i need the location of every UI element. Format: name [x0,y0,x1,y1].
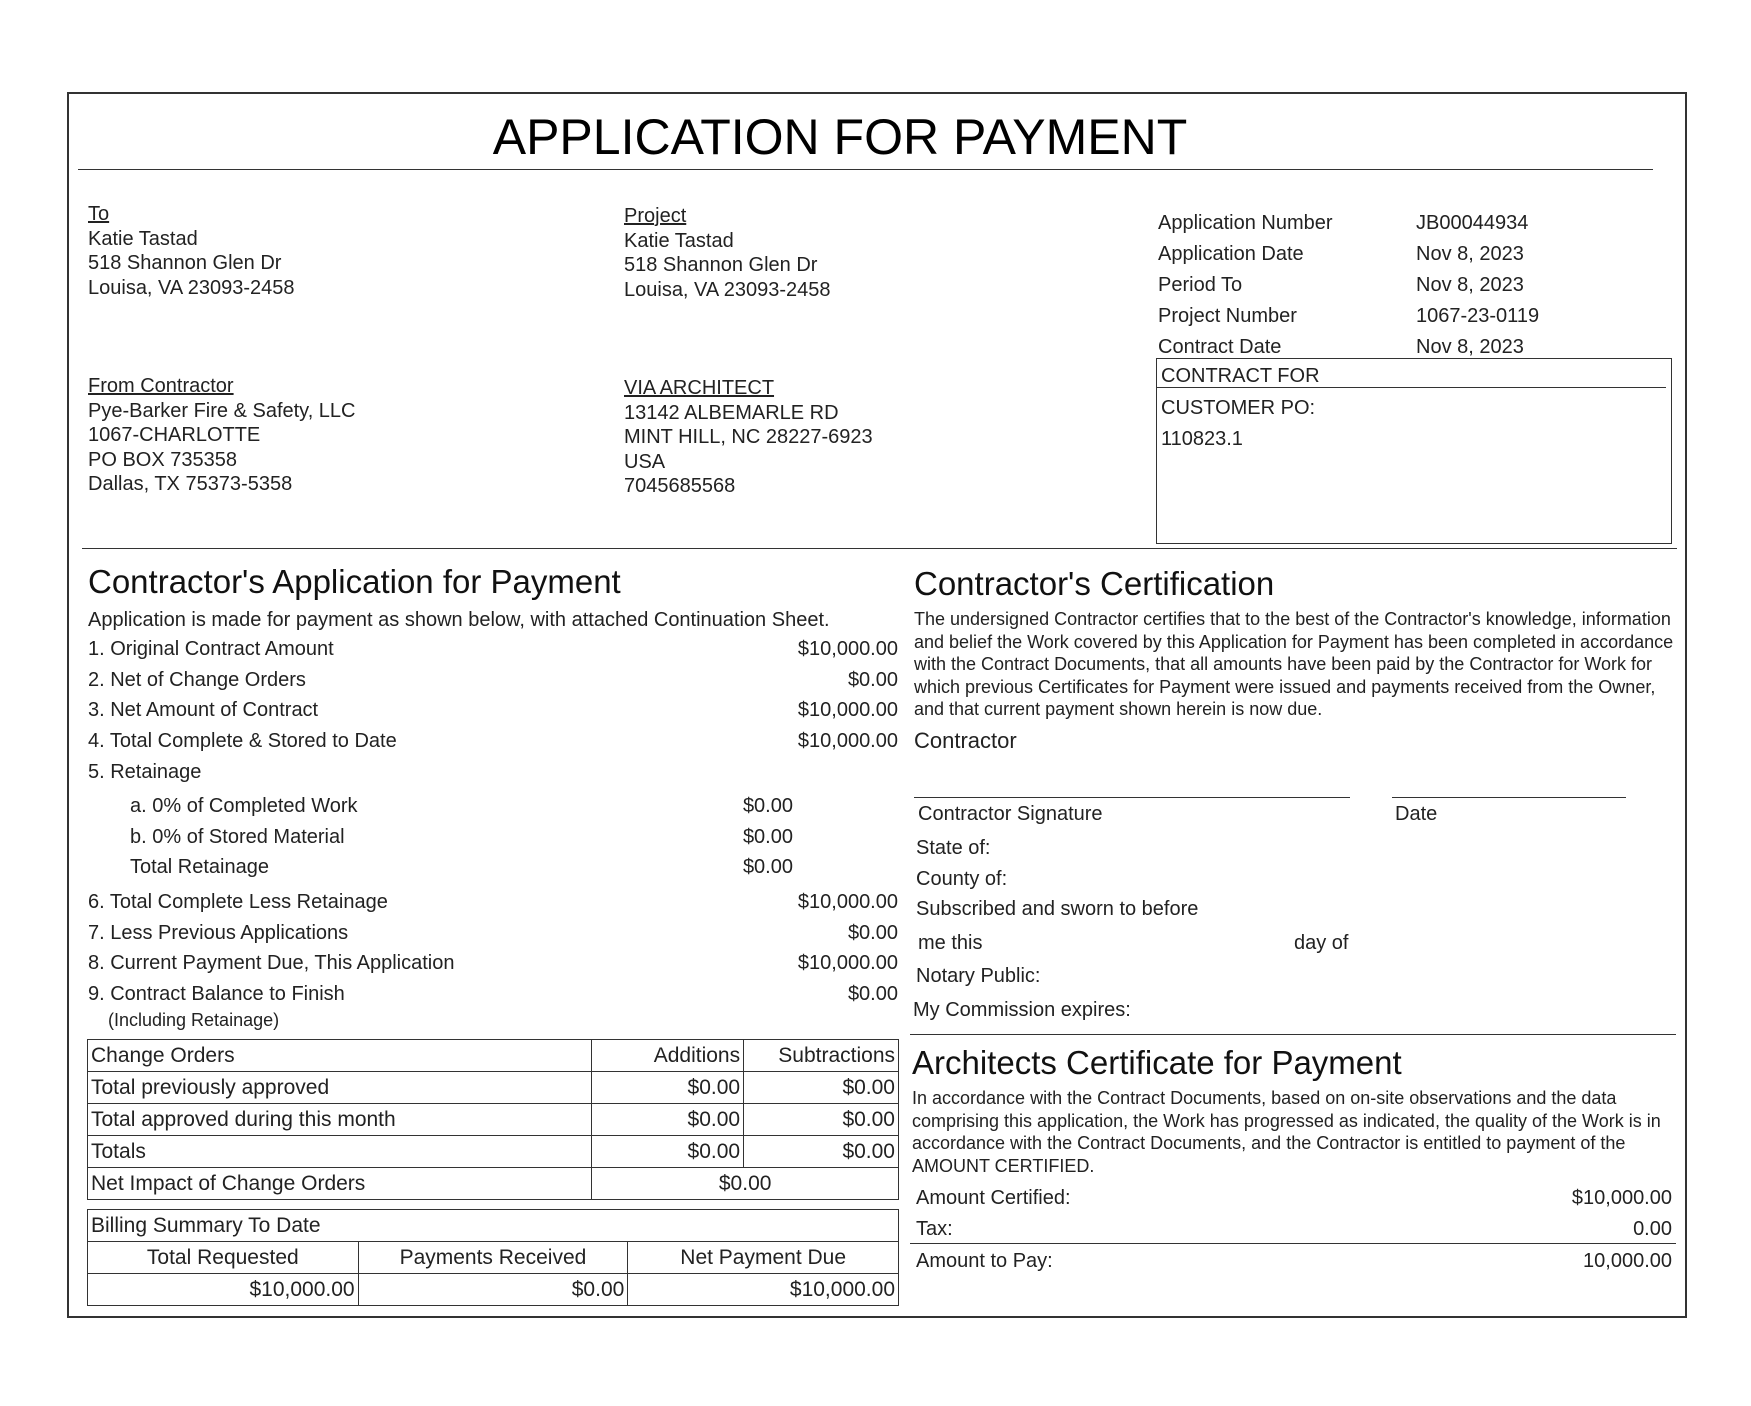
amount-to-pay-value: 10,000.00 [1583,1250,1672,1272]
line-item-value: $0.00 [847,922,898,944]
notary-label: Notary Public: [916,965,1041,987]
table-cell: $0.00 [744,1136,899,1168]
project-city: Louisa, VA 23093-2458 [624,278,831,301]
via-architect-label: VIA ARCHITECT [624,377,775,399]
info-label: Contract Date [1158,336,1282,358]
contractor-label: Contractor [914,728,1017,753]
table-cell: $0.00 [744,1072,899,1104]
info-value: Nov 8, 2023 [1416,274,1524,296]
table-cell: $0.00 [592,1168,899,1200]
me-this-label: me this [918,932,983,954]
table-header: Total Requested [88,1242,359,1274]
table-cell: $10,000.00 [88,1274,359,1306]
info-value: Nov 8, 2023 [1416,243,1524,265]
architect-text: In accordance with the Contract Documents, based on on-site observations and the data comprising this application, the Work has progressed as indicated, the quality of the Work is in accordance with the Contract Documents, and the Contractor is entitled to payment of the AMOUNT CERTIFIED. [912,1088,1661,1176]
tax-value: 0.00 [1633,1218,1672,1240]
via-architect-line: MINT HILL, NC 28227-6923 [624,426,873,448]
line-item-value: $10,000.00 [797,638,898,660]
table-header: Payments Received [358,1242,628,1274]
info-value: JB00044934 [1416,212,1529,234]
line-item-label: 8. Current Payment Due, This Application [88,952,455,974]
retainage-label: a. 0% of Completed Work [130,795,358,817]
amount-certified-value: $10,000.00 [1571,1187,1672,1209]
table-cell: $0.00 [592,1104,744,1136]
line-item-value: $10,000.00 [797,952,898,974]
signature-label: Contractor Signature [918,803,1103,825]
line-item-value: $0.00 [847,669,898,691]
table-row [88,1274,899,1306]
table-cell: $0.00 [358,1274,628,1306]
to-block [88,202,294,300]
retainage-label: b. 0% of Stored Material [130,826,345,848]
title-divider [78,169,1653,170]
table-header-row [88,1040,899,1072]
project-street: 518 Shannon Glen Dr [624,254,818,276]
from-contractor-block [88,374,356,497]
to-city: Louisa, VA 23093-2458 [88,276,295,299]
project-label: Project [624,205,687,227]
via-architect-block [624,376,873,499]
line-item-value: $10,000.00 [797,699,898,721]
date-label: Date [1395,803,1438,825]
table-cell: $0.00 [592,1136,744,1168]
line-item-value: $0.00 [847,983,898,1005]
sworn-label: Subscribed and sworn to before [916,898,1199,920]
table-header: Change Orders [88,1040,592,1072]
table-row [88,1136,899,1168]
application-info-values [1416,208,1539,363]
table-cell: Total approved during this month [88,1104,592,1136]
architect-divider [910,1034,1676,1035]
customer-po-label: CUSTOMER PO: [1161,397,1316,419]
table-header: Subtractions [744,1040,899,1072]
info-label: Period To [1158,274,1243,296]
line-item-value: $10,000.00 [797,730,898,752]
via-architect-line: USA [624,450,666,473]
via-architect-line: 7045685568 [624,475,736,497]
line-item-label: 5. Retainage [88,761,202,783]
project-name: Katie Tastad [624,229,734,252]
balance-note: (Including Retainage) [108,1010,280,1030]
line-item-label: 7. Less Previous Applications [88,922,349,944]
line-item-label: 3. Net Amount of Contract [88,699,319,721]
table-cell: $0.00 [744,1104,899,1136]
application-intro: Application is made for payment as shown below, with attached Continuation Sheet. [88,609,830,631]
section-divider [82,548,1677,549]
line-item-label: 1. Original Contract Amount [88,638,334,660]
table-header: Net Payment Due [628,1242,899,1274]
line-item-label: 4. Total Complete & Stored to Date [88,730,397,752]
info-label: Project Number [1158,305,1297,327]
via-architect-line: 13142 ALBEMARLE RD [624,401,839,424]
retainage-value: $0.00 [742,826,793,848]
table-row [88,1072,899,1104]
table-cell: Net Impact of Change Orders [88,1168,592,1200]
line-item-value: $10,000.00 [797,891,898,913]
application-heading: Contractor's Application for Payment [88,563,621,600]
from-contractor-line: 1067-CHARLOTTE [88,424,261,446]
from-contractor-line: PO BOX 735358 [88,448,237,471]
day-of-label: day of [1294,932,1349,954]
table-header: Additions [592,1040,744,1072]
architect-heading: Architects Certificate for Payment [912,1044,1402,1081]
contract-for-label: CONTRACT FOR [1161,365,1320,387]
page-title: APPLICATION FOR PAYMENT [492,109,1188,165]
to-label: To [88,203,110,225]
certification-heading: Contractor's Certification [914,565,1275,602]
state-label: State of: [916,837,991,859]
table-cell: $10,000.00 [628,1274,899,1306]
application-info-labels [1158,208,1333,363]
info-label: Application Number [1158,212,1333,234]
info-value: Nov 8, 2023 [1416,336,1524,358]
line-item-label: 9. Contract Balance to Finish [88,983,345,1005]
to-name: Katie Tastad [88,227,198,250]
customer-po-value: 110823.1 [1161,428,1243,450]
retainage-value: $0.00 [742,795,793,817]
to-street: 518 Shannon Glen Dr [88,252,282,274]
county-label: County of: [916,868,1008,890]
billing-summary-table [87,1209,899,1306]
table-title: Billing Summary To Date [88,1210,899,1242]
info-value: 1067-23-0119 [1416,305,1540,327]
amount-certified-label: Amount Certified: [916,1187,1071,1209]
table-cell: $0.00 [592,1072,744,1104]
from-contractor-line: Dallas, TX 75373-5358 [88,473,293,495]
table-cell: Totals [88,1136,592,1168]
signature-line [914,797,1350,798]
commission-label: My Commission expires: [913,999,1131,1021]
table-title-row [88,1210,899,1242]
info-label: Application Date [1158,243,1304,265]
from-contractor-line: Pye-Barker Fire & Safety, LLC [88,399,356,422]
project-block [624,204,830,302]
from-contractor-label: From Contractor [88,375,234,397]
certification-text: The undersigned Contractor certifies that to the best of the Contractor's knowledge, information and belief the Work covered by this Application for Payment has been completed in accordance with the Contract Documents, that all amounts have been paid by the Contractor for Work for which previous Certificates for Payment were issued and payments received from the Owner, and that current payment shown herein is now due. [914,609,1674,719]
table-header-row [88,1242,899,1274]
amount-divider [910,1243,1676,1244]
retainage-value: $0.00 [742,856,793,878]
table-cell: Total previously approved [88,1072,592,1104]
contract-for-divider [1156,387,1666,388]
line-item-label: 6. Total Complete Less Retainage [88,891,388,913]
line-item-label: 2. Net of Change Orders [88,669,306,691]
amount-to-pay-label: Amount to Pay: [916,1250,1053,1272]
change-orders-table [87,1039,899,1200]
table-row [88,1168,899,1200]
tax-label: Tax: [916,1218,953,1240]
retainage-label: Total Retainage [130,856,269,878]
table-row [88,1104,899,1136]
date-line [1392,797,1626,798]
